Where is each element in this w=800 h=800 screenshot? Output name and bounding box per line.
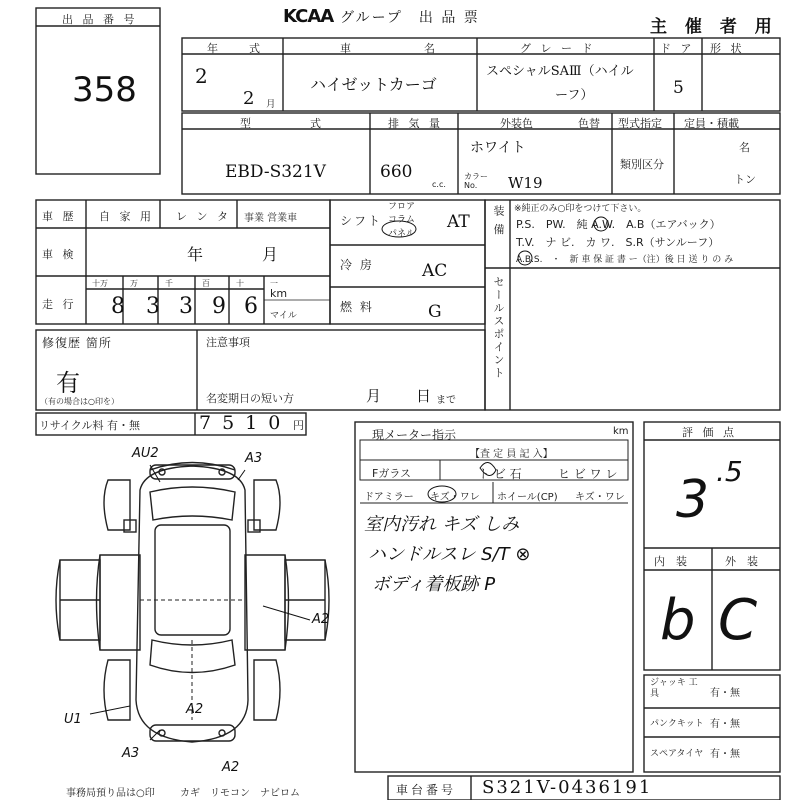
fuel-label: 燃 料 (340, 300, 374, 314)
grade-line1: スペシャルSAⅢ（ハイル (486, 64, 634, 79)
spare-tire-label: スペアタイヤ (650, 749, 704, 759)
type-designation-label: 型式指定 (618, 117, 662, 130)
damage-mark: A2 (312, 612, 330, 627)
shift-label: シフト (340, 214, 383, 228)
recycle-fee-unit: 円 (293, 419, 304, 432)
recycle-fee-amount: 7510 (199, 412, 292, 434)
damage-mark: A3 (245, 451, 263, 466)
inspection-year-unit: 年 (187, 245, 204, 264)
copy-label: 主 催 者 用 (650, 17, 778, 37)
meter-unit: km (613, 426, 629, 437)
displacement-unit: c.c. (432, 180, 446, 189)
rating-label: 評 価 点 (682, 426, 737, 439)
kcaa-logo: KCAA (283, 6, 334, 27)
model-label: 型 式 (240, 117, 324, 130)
exterior-grade: C (718, 588, 758, 653)
mileage-digit: 3 (146, 294, 160, 319)
fill-header: 【査 定 員 記 入】 (470, 449, 553, 460)
capacity-unit-tons: トン (734, 173, 756, 186)
notes-label: 注意事項 (206, 336, 250, 349)
damage-mark: A3 (122, 746, 140, 761)
damage-mark: A2 (186, 702, 204, 717)
grade-line2: ーフ） (555, 88, 594, 103)
history-private: 自 家 用 (99, 210, 154, 223)
sheet-title: グループ 出 品 票 (340, 10, 480, 26)
digit-label-10k: 万 (130, 279, 138, 288)
lot-number: 358 (72, 70, 137, 110)
exterior-label: 外 装 (725, 555, 758, 568)
year-month: 2 (243, 88, 255, 109)
inspection-label: 車 検 (42, 248, 77, 261)
mirror-options: キズ・ワレ (430, 492, 480, 503)
color-no: W19 (508, 174, 543, 192)
puncture-kit-options: 有・無 (710, 719, 740, 730)
shape-label: 形 状 (710, 42, 745, 55)
year-label: 年 式 (207, 42, 263, 55)
inspector-note: ハンドルスレ S/T ⊗ (368, 544, 531, 565)
mileage-digit: 9 (212, 294, 226, 319)
mileage-digit: 8 (111, 294, 125, 319)
displacement-label: 排 気 量 (388, 117, 443, 130)
inspection-month-unit: 月 (262, 245, 279, 264)
mirror-label: ドアミラー (364, 492, 414, 503)
equipment-label: 装 備 (492, 205, 505, 237)
windshield-label: Fガラス (372, 467, 411, 480)
color-change-label: 色替 (578, 117, 600, 130)
windshield-crack: ヒ ビ ワ レ (558, 467, 618, 481)
name-change-month: 月 (366, 387, 382, 405)
chassis-number: S321V-0436191 (482, 777, 653, 798)
interior-grade: b (660, 588, 696, 653)
inspector-note: 室内汚れ キズ しみ (364, 514, 520, 535)
car-name: ハイゼットカーゴ (310, 75, 437, 94)
jack-tool-label: ジャッキ 工 具 (650, 678, 707, 699)
shift-option-floor: フロア (388, 202, 416, 212)
sales-point-label: セールスポイント (492, 276, 505, 380)
car-name-label: 車 名 (340, 42, 438, 55)
wheel-options: キズ・ワレ (575, 492, 625, 503)
capacity-unit-persons: 名 (739, 141, 750, 154)
interior-label: 内 装 (654, 555, 687, 568)
shift-option-panel: パネル (388, 229, 416, 239)
repair-note: （有の場合は○印を） (40, 397, 119, 406)
color-no-label: カラー No. (464, 172, 488, 190)
displacement-value: 660 (380, 162, 413, 182)
grade-label: グ レ ー ド (520, 42, 596, 55)
overall-score: 3 (676, 470, 710, 530)
equipment-line3: A.B.S. ・ 新 車 保 証 書 ー（注）後 日 送 り の み (516, 255, 734, 265)
wheel-label: ホイール(CP) (497, 492, 558, 503)
fuel-value: G (428, 302, 442, 322)
exterior-color: ホワイト (470, 140, 526, 156)
office-items-label: 事務局預り品は○印 (66, 788, 155, 799)
damage-mark: A2 (222, 760, 240, 775)
jack-tool-options: 有・無 (710, 688, 740, 699)
office-items: カギ リモコン ナビロム (180, 788, 300, 799)
digit-label-100: 百 (202, 279, 210, 288)
year-era: 2 (195, 64, 208, 88)
repair-history-label: 修復歴 箇所 (42, 336, 112, 350)
windshield-chip: ト ビ 石 (478, 467, 522, 481)
mileage-unit-mile: マイル (270, 311, 297, 321)
exterior-color-label: 外装色 (500, 117, 533, 130)
mileage-digit: 3 (179, 294, 193, 319)
ac-label: 冷 房 (340, 258, 374, 272)
doors-value: 5 (673, 78, 684, 98)
model-value: EBD-S321V (225, 162, 326, 182)
history-label: 車 歴 (42, 210, 77, 223)
digit-label-10: 十 (236, 279, 244, 288)
meter-label: 現メーター指示 (372, 428, 457, 442)
recycle-fee-label: リサイクル料 有・無 (39, 419, 140, 432)
month-unit: 月 (266, 99, 276, 110)
digit-label-100k: 十万 (92, 279, 108, 288)
ac-value: AC (422, 261, 448, 281)
name-change-day: 日 (416, 387, 432, 405)
name-change-suffix: まで (436, 395, 456, 406)
chassis-number-label: 車台番号 (396, 783, 457, 797)
digit-label-1k: 千 (165, 279, 173, 288)
mileage-label: 走 行 (42, 298, 77, 311)
name-change-label: 名変期日の短い方 (206, 392, 294, 405)
digit-label-1: 一 (270, 279, 278, 288)
inspector-note: ボディ着板跡 P (372, 574, 496, 595)
category-label: 類別区分 (620, 158, 664, 171)
history-business: 事業 営業車 (244, 213, 298, 224)
mileage-digit: 6 (244, 294, 258, 319)
overall-score-decimal: .5 (716, 455, 743, 488)
spare-tire-options: 有・無 (710, 749, 740, 760)
damage-mark: U1 (64, 712, 82, 727)
capacity-label: 定員・積載 (684, 117, 739, 130)
car-diagram (56, 463, 329, 743)
repair-history-value: 有 (56, 369, 80, 397)
equipment-note: ※純正のみ○印をつけて下さい。 (514, 204, 647, 214)
doors-label: ド ア (660, 42, 695, 55)
shift-option-column: コラム (388, 215, 415, 225)
equipment-line1: P.S. PW. 純 A.W. A.B（エアバック） (516, 218, 721, 231)
shift-value: AT (447, 212, 470, 232)
lot-number-label: 出 品 番 号 (62, 13, 138, 26)
mileage-unit-km: km (270, 287, 288, 300)
damage-mark: AU2 (132, 446, 159, 461)
puncture-kit-label: パンクキット (650, 719, 704, 729)
equipment-line2: T.V. ナ ビ. カ ワ. S.R（サンルーフ） (516, 236, 720, 249)
history-rental: レ ン タ (176, 210, 231, 223)
